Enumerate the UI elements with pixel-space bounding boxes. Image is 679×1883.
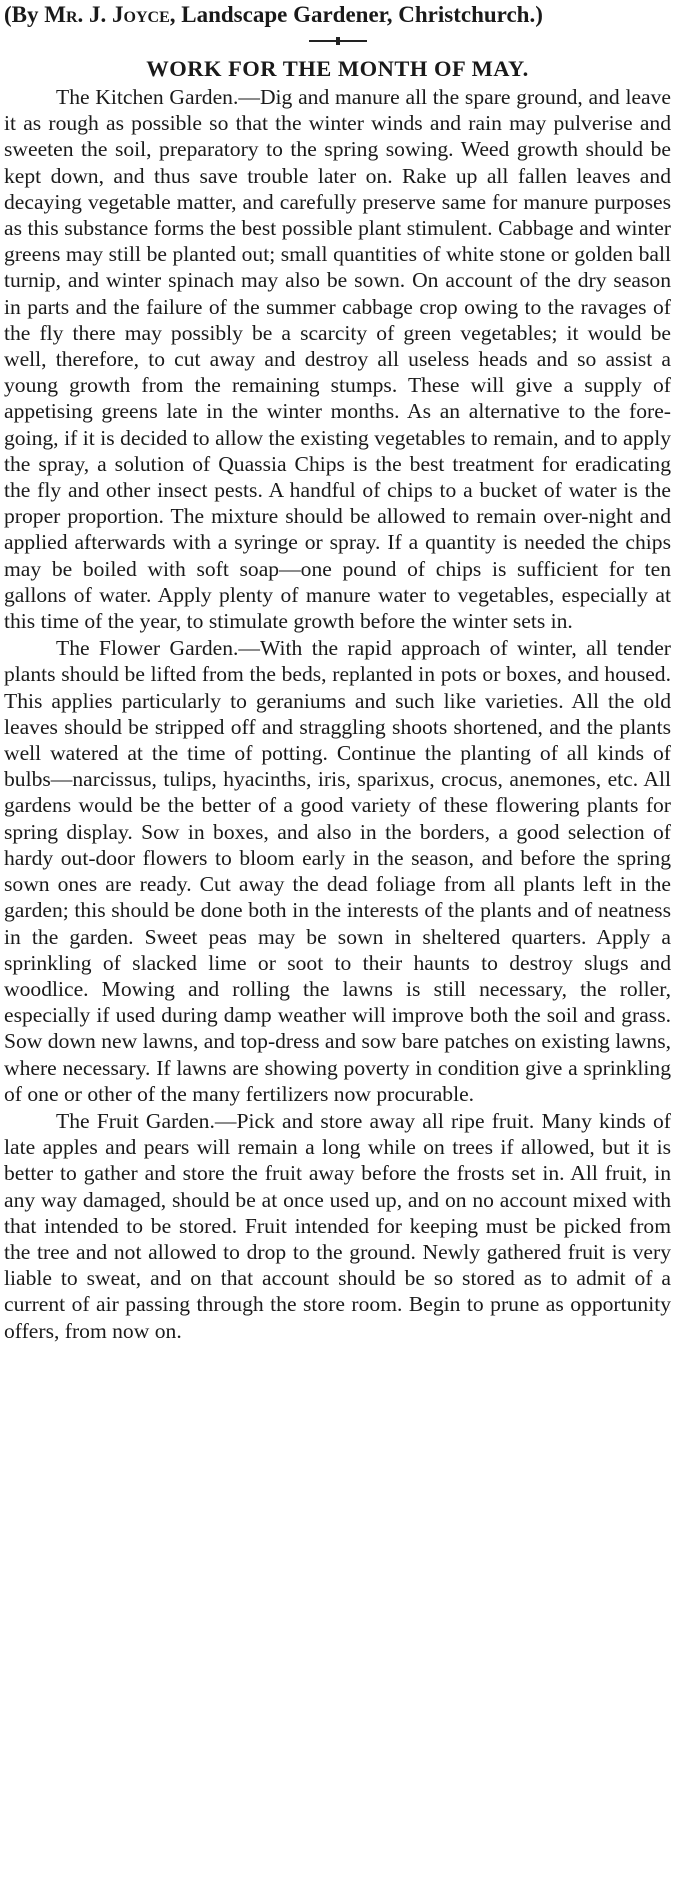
paragraph-fruit-garden bbox=[4, 1108, 671, 1344]
byline bbox=[4, 0, 671, 30]
paragraph-lead: The Flower Garden. bbox=[56, 636, 239, 661]
paragraph-lead: The Kitchen Garden. bbox=[56, 85, 239, 109]
article-body bbox=[4, 84, 671, 1344]
paragraph-lead: The Fruit Garden. bbox=[56, 1108, 215, 1133]
byline-rest: , Landscape Gardener, Christchurch.) bbox=[169, 2, 543, 27]
paragraph-text: —Dig and manure all the spare ground, and leave it as rough as possible so that the winter winds and rain may pulverise and sweeten the soil, preparatory to the spring sowing. Weed growth should be kept down, and thus save trouble later on. Rake up all fallen leaves and decaying vegetable matter, and carefully preserve same for manure purposes as this substance forms the best possible plant stimulent. Cabbage and winter greens may still be planted out; small quantities of white stone or golden ball turnip, and winter spinach may also be sown. On account of the dry season in parts and the failure of the summer cabbage crop owing to the ravages of the fly there may possibly be a scarcity of green vegetables; it would be well, therefore, to cut away and destroy all useless heads and so assist a young growth from the remaining stumps. These will give a supply of appetising greens late in the winter months. As an alternative to the fore-going, if it is decided to allow the existing vegetables to remain, and to apply the spray, a solution of Quassia Chips is the best treatment for eradicating the fly and other insect pests. A handful of chips to a bucket of water is the proper proportion. The mixture should be allowed to remain over-night and applied afterwards with a syringe or spray. If a quantity is needed the chips may be boiled with soft soap—one pound of chips is sufficient for ten gallons of water. Apply plenty of manure water to vegetables, especially at this time of the year, to stimulate growth before the winter sets in. bbox=[4, 85, 671, 634]
article-heading: WORK FOR THE MONTH OF MAY. bbox=[146, 56, 529, 81]
byline-open: (By bbox=[4, 2, 45, 27]
section-divider bbox=[309, 36, 367, 46]
paragraph-text: —Pick and store away all ripe fruit. Many kinds of late apples and pears will remain a long while on trees if allowed, but it is better to gather and store the fruit away before the frosts set in. All fruit, in any way damaged, should be at once used up, and on no account mixed with that intended to be stored. Fruit intended for keeping must be picked from the tree and not allowed to drop to the ground. Newly gathered fruit is very liable to sweat, and on that account should be so stored as to admit of a current of air passing through the store room. Begin to prune as opportunity offers, from now on. bbox=[4, 1108, 671, 1343]
paragraph-kitchen-garden bbox=[4, 84, 671, 634]
paragraph-flower-garden bbox=[4, 635, 671, 1107]
byline-author: Mr. J. Joyce bbox=[44, 2, 170, 27]
paragraph-text: —With the rapid approach of winter, all tender plants should be lifted from the beds, replanted in pots or boxes, and housed. This applies particularly to geraniums and such like varieties. All the old leaves should be stripped off and straggling shoots shortened, and the plants well watered at the time of potting. Continue the planting of all kinds of bulbs—narcissus, tulips, hyacinths, iris, sparixus, crocus, anemones, etc. All gardens would be the better of a good variety of these flowering plants for spring display. Sow in boxes, and also in the borders, a good selection of hardy out-door flowers to bloom early in the season, and before the spring sown ones are ready. Cut away the dead foliage from all plants left in the garden; this should be done both in the interests of the plants and of neatness in the garden. Sweet peas may be sown in sheltered quarters. Apply a sprinkling of slacked lime or soot to their haunts to destroy slugs and woodlice. Mowing and rolling the lawns is still necessary, the roller, especially if used during damp weather will improve both the soil and grass. Sow down new lawns, and top-dress and sow bare patches on existing lawns, where necessary. If lawns are showing poverty in condition give a sprinkling of one or other of the many fertilizers now procurable. bbox=[4, 636, 671, 1106]
